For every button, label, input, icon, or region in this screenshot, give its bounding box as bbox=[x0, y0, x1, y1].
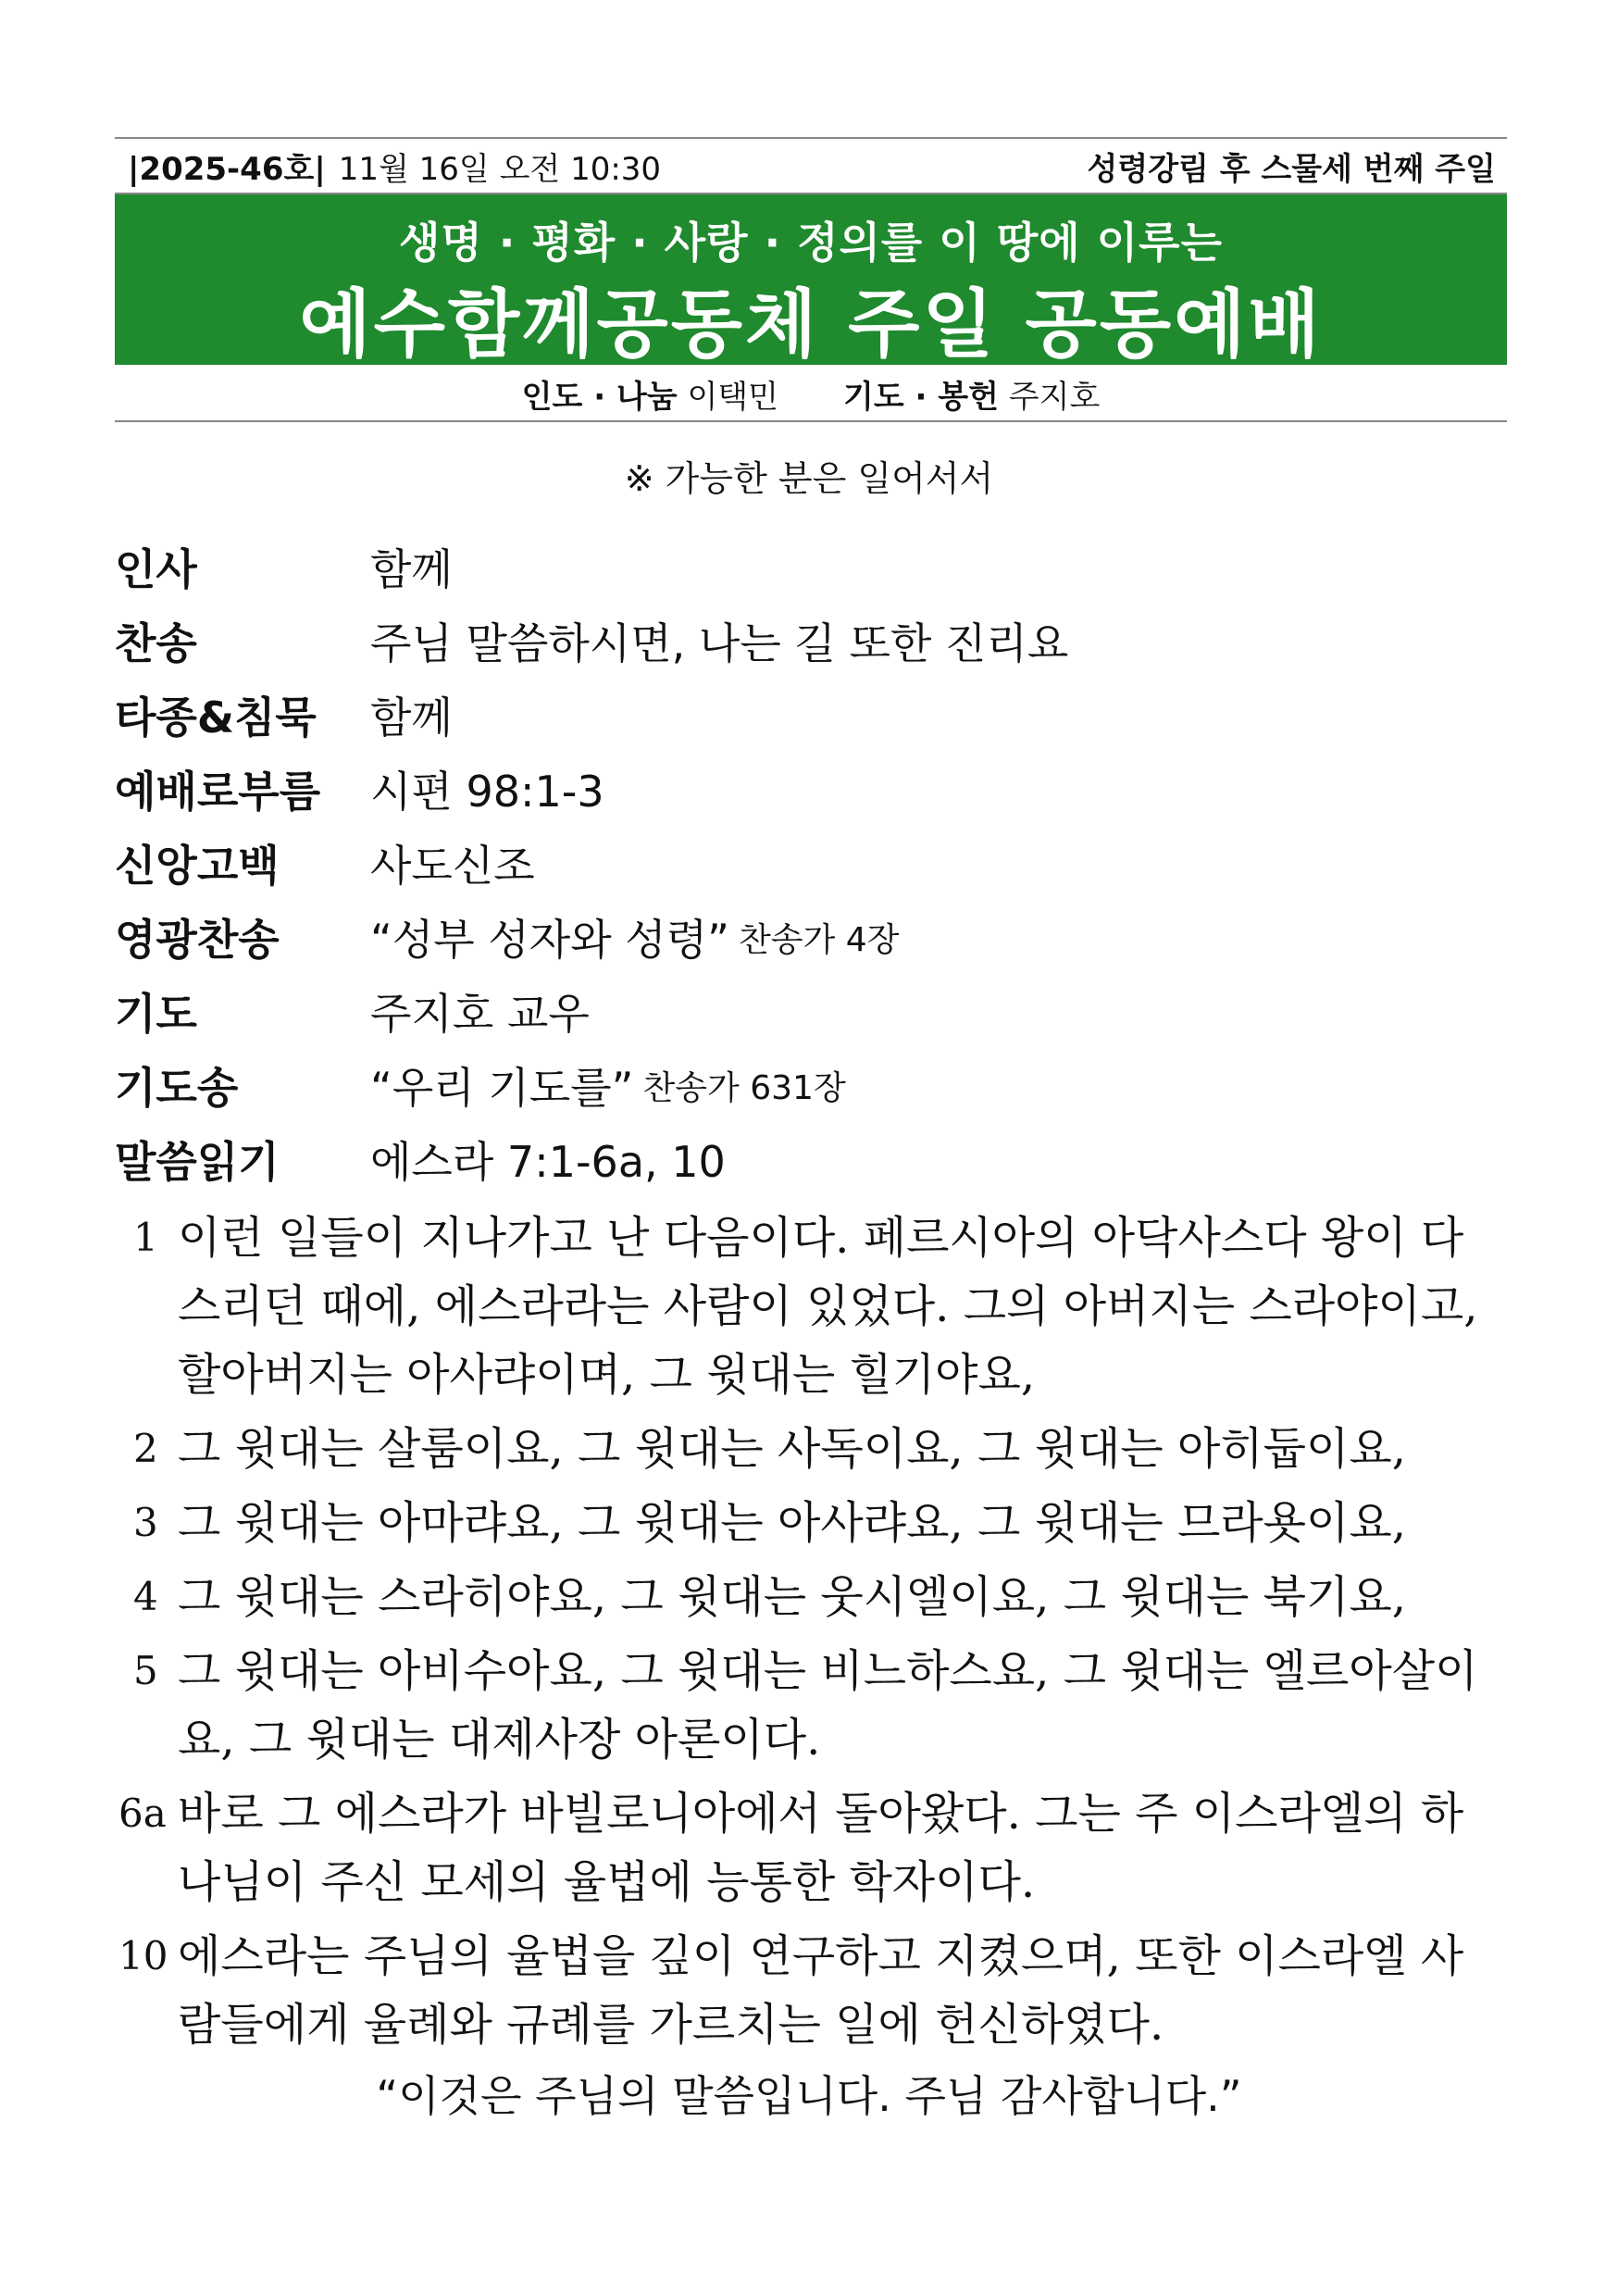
verse-text: 바로 그 에스라가 바빌로니아에서 돌아왔다. 그는 주 이스라엘의 하나님이 주신 모세의 율법에 능통한 학자이다. bbox=[178, 1788, 1464, 1908]
order-value: 사도신조 bbox=[370, 841, 535, 891]
liturgical-season: 성령강림 후 스물세 번째 주일 bbox=[1087, 150, 1496, 188]
prayer-name: 주지호 bbox=[1008, 378, 1101, 416]
verse bbox=[115, 1415, 1507, 1483]
verse-text: 이런 일들이 지나가고 난 다음이다. 페르시아의 아닥사스다 왕이 다스리던 때에, 에스라라는 사람이 있었다. 그의 아버지는 스라야이고, 할아버지는 아사랴이며, 그 윗대는 힐기야요, bbox=[178, 1212, 1478, 1401]
verse-number: 2 bbox=[133, 1426, 158, 1471]
order-item bbox=[115, 826, 1507, 900]
verse bbox=[115, 1563, 1507, 1631]
title-banner bbox=[115, 194, 1507, 368]
verse-number: 4 bbox=[133, 1574, 158, 1619]
lead-name: 이택민 bbox=[687, 378, 778, 416]
hymn-number: 찬송가 4장 bbox=[738, 920, 900, 959]
order-value: “성부 성자와 성령” bbox=[370, 915, 729, 965]
verse-text: 그 윗대는 살룸이요, 그 윗대는 사독이요, 그 윗대는 아히둡이요, bbox=[178, 1423, 1407, 1475]
order-label: 말씀읽기 bbox=[115, 1137, 280, 1187]
banner-subtitle: 생명 · 평화 · 사랑 · 정의를 이 땅에 이루는 bbox=[398, 218, 1224, 268]
order-item bbox=[115, 974, 1507, 1048]
verse bbox=[115, 1489, 1507, 1557]
order-label: 타종&침묵 bbox=[115, 693, 317, 742]
order-item bbox=[115, 1122, 1507, 1196]
order-value: 에스라 7:1-6a, 10 bbox=[370, 1137, 726, 1187]
standing-notice: ※ 가능한 분은 일어서서 bbox=[624, 458, 994, 499]
order-value: 주지호 교우 bbox=[370, 989, 590, 1039]
verse bbox=[115, 1922, 1507, 2059]
order-item bbox=[115, 604, 1507, 678]
service-datetime: 11월 16일 오전 10:30 bbox=[338, 150, 662, 188]
issue-info-bar bbox=[115, 137, 1507, 194]
banner-title: 예수함께공동체 주일 공동예배 bbox=[299, 281, 1323, 368]
order-label: 기도 bbox=[115, 989, 197, 1039]
prayer-role: 기도 · 봉헌 bbox=[843, 378, 999, 416]
verse bbox=[115, 1637, 1507, 1774]
order-value: 함께 bbox=[370, 693, 453, 742]
order-value: 함께 bbox=[370, 544, 453, 594]
order-of-service bbox=[115, 530, 1507, 1196]
verse bbox=[115, 1779, 1507, 1916]
order-item bbox=[115, 1048, 1507, 1122]
order-item bbox=[115, 530, 1507, 604]
lead-role: 인도 · 나눔 bbox=[521, 378, 678, 416]
order-value: 시편 98:1-3 bbox=[370, 767, 604, 817]
scripture-reading bbox=[115, 1204, 1507, 2065]
order-value: 주님 말씀하시면, 나는 길 또한 진리요 bbox=[370, 618, 1069, 668]
hymn-number: 찬송가 631장 bbox=[642, 1068, 846, 1107]
verse-number: 10 bbox=[118, 1933, 168, 1978]
verse-number: 5 bbox=[133, 1648, 158, 1693]
issue-number: |2025-46호| bbox=[128, 150, 326, 188]
order-item bbox=[115, 752, 1507, 826]
verse-text: 에스라는 주님의 율법을 깊이 연구하고 지켰으며, 또한 이스라엘 사람들에게 율례와 규례를 가르치는 일에 헌신하였다. bbox=[178, 1930, 1464, 2051]
order-value: “우리 기도를” bbox=[370, 1063, 634, 1113]
verse bbox=[115, 1204, 1507, 1409]
order-label: 인사 bbox=[115, 544, 197, 594]
closing-response: “이것은 주님의 말씀입니다. 주님 감사합니다.” bbox=[376, 2071, 1242, 2121]
verse-number: 1 bbox=[133, 1215, 158, 1260]
order-label: 찬송 bbox=[115, 618, 197, 668]
verse-number: 3 bbox=[133, 1500, 158, 1545]
order-label: 예배로부름 bbox=[115, 767, 321, 817]
verse-number: 6a bbox=[118, 1791, 167, 1836]
verse-text: 그 윗대는 아비수아요, 그 윗대는 비느하스요, 그 윗대는 엘르아살이요, 그 윗대는 대제사장 아론이다. bbox=[178, 1645, 1478, 1766]
verse-text: 그 윗대는 스라히야요, 그 윗대는 웃시엘이요, 그 윗대는 북기요, bbox=[178, 1571, 1407, 1623]
order-item bbox=[115, 900, 1507, 974]
order-label: 신앙고백 bbox=[115, 841, 280, 891]
order-label: 영광찬송 bbox=[115, 915, 280, 965]
order-label: 기도송 bbox=[115, 1063, 239, 1113]
order-item bbox=[115, 678, 1507, 752]
verse-text: 그 윗대는 아마랴요, 그 윗대는 아사랴요, 그 윗대는 므라욧이요, bbox=[178, 1497, 1407, 1549]
leaders-line bbox=[115, 367, 1507, 422]
